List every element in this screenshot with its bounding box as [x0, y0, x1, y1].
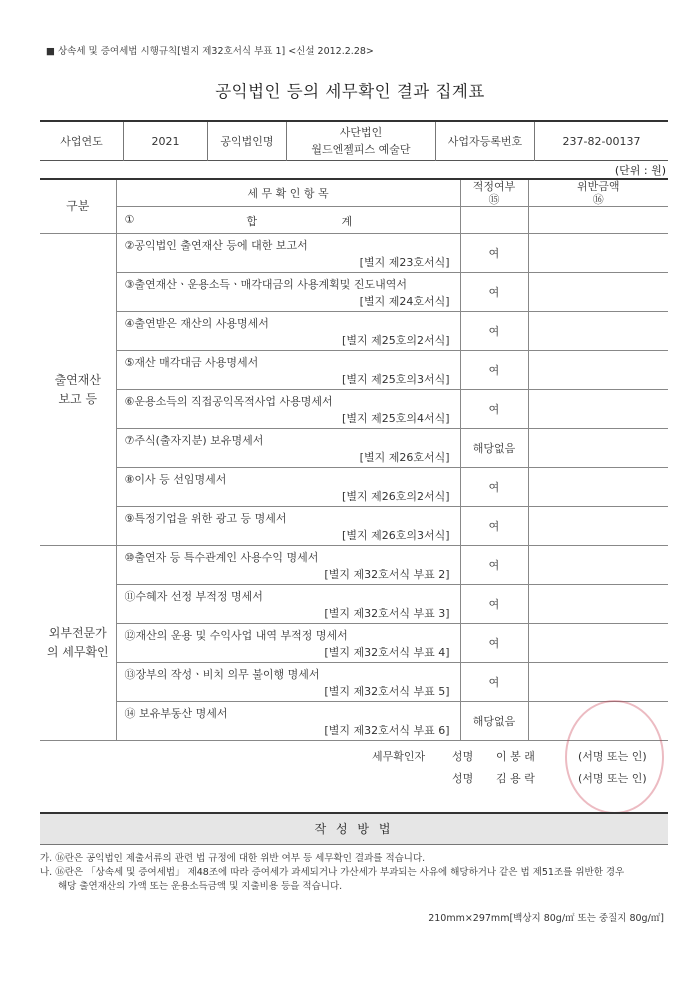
year-label: 사업연도: [60, 135, 103, 148]
item-title: ⑪수혜자 선정 부적정 명세서: [124, 590, 263, 603]
item-check: 여: [460, 624, 528, 663]
item-title: ⑨특정기업을 위한 광고 등 명세서: [124, 512, 287, 525]
item-amount: [528, 546, 668, 585]
item-amount: [528, 351, 668, 390]
item-rows: [40, 234, 668, 741]
signer2-name: 김 용 락: [496, 772, 535, 785]
signer2-name-label: 성명: [452, 772, 474, 785]
item-cell: [116, 234, 460, 273]
item-title: ③출연재산ㆍ운용소득ㆍ매각대금의 사용계획및 진도내역서: [124, 278, 408, 291]
item-form-ref: [별지 제26호의2서식]: [342, 490, 450, 503]
item-cell: [116, 702, 460, 741]
item-check: 여: [460, 468, 528, 507]
item-form-ref: [별지 제25호의4서식]: [342, 412, 450, 425]
table-row: [40, 312, 668, 351]
note-b1: 나. ⑯란은 「상속세 및 증여세법」 제48조에 따라 증여세가 과세되거나 가산세가 부과되는 사유에 해당하거나 같은 법 제51조를 위반한 경우: [40, 867, 625, 878]
item-check: 여: [460, 351, 528, 390]
item-cell: [116, 273, 460, 312]
table-row: [40, 585, 668, 624]
item-check: 해당없음: [460, 429, 528, 468]
item-form-ref: [별지 제32호서식 부표 3]: [324, 607, 450, 620]
item-title: ⑦주식(출자지분) 보유명세서: [124, 434, 264, 447]
regno-label: 사업자등록번호: [436, 121, 535, 161]
signer-role: 세무확인자: [372, 750, 426, 763]
item-amount: [528, 507, 668, 546]
item-title: ⑫재산의 운용 및 수익사업 내역 부적정 명세서: [124, 629, 348, 642]
table-row: [40, 429, 668, 468]
item-check: 해당없음: [460, 702, 528, 741]
item-amount: [528, 429, 668, 468]
item-form-ref: [별지 제32호서식 부표 5]: [324, 685, 450, 698]
table-row: [40, 468, 668, 507]
item-amount: [528, 585, 668, 624]
regno-value: 237-82-00137: [535, 121, 669, 161]
item-form-ref: [별지 제25호의2서식]: [342, 334, 450, 347]
item-amount: [528, 234, 668, 273]
signer2-sign-hint: (서명 또는 인): [578, 772, 647, 785]
item-form-ref: [별지 제32호서식 부표 4]: [324, 646, 450, 659]
signer1-sign-hint: (서명 또는 인): [578, 750, 647, 763]
item-amount: [528, 468, 668, 507]
check-header-num: ⑮: [488, 193, 500, 206]
category-header: 구분: [40, 179, 116, 234]
form-reference: ■ 상속세 및 증여세법 시행규칙[별지 제32호서식 부표 1] <신설 2012.2.28>: [46, 46, 374, 57]
total-check: [460, 207, 528, 234]
table-row: [40, 507, 668, 546]
signer1-name: 이 봉 래: [496, 750, 535, 763]
item-cell: [116, 312, 460, 351]
total-row-label: [116, 207, 460, 234]
item-title: ⑥운용소득의 직접공익목적사업 사용명세서: [124, 395, 333, 408]
year-value: 2021: [124, 121, 208, 161]
item-form-ref: [별지 제26호서식]: [359, 451, 450, 464]
corp-value-line2: 월드엔젤피스 예술단: [311, 143, 411, 156]
item-title: ②공익법인 출연재산 등에 대한 보고서: [124, 239, 308, 252]
item-check: 여: [460, 234, 528, 273]
corp-value-line1: 사단법인: [339, 126, 383, 139]
item-check: 여: [460, 585, 528, 624]
total-char-b: 계: [341, 215, 353, 228]
corp-label: 공익법인명: [208, 121, 287, 161]
note-a: 가. ⑯란은 공익법인 제출서류의 관련 법 규정에 대한 위반 여부 등 세무확인 결과를 적습니다.: [40, 853, 426, 864]
item-form-ref: [별지 제25호의3서식]: [342, 373, 450, 386]
amount-header-num: ⑯: [592, 193, 604, 206]
item-check: 여: [460, 390, 528, 429]
item-check: 여: [460, 312, 528, 351]
table-row: [40, 663, 668, 702]
item-amount: [528, 273, 668, 312]
amount-header-label: 위반금액: [576, 180, 620, 193]
total-char-a: 합: [246, 215, 258, 228]
signer1-name-label: 성명: [452, 750, 474, 763]
item-title: ④출연받은 재산의 사용명세서: [124, 317, 269, 330]
item-form-ref: [별지 제24호서식]: [359, 295, 450, 308]
check-header-label: 적정여부: [472, 180, 516, 193]
category-line2: 보고 등: [58, 391, 98, 406]
table-row: [40, 546, 668, 585]
seal-stamp: [565, 700, 664, 814]
item-cell: [116, 351, 460, 390]
paper-spec: 210mm×297mm[백상지 80g/㎡ 또는 중질지 80g/㎡]: [428, 913, 664, 924]
category-line2: 의 세무확인: [46, 645, 109, 659]
item-amount: [528, 312, 668, 351]
corp-value: [287, 121, 436, 161]
item-title: ⑩출연자 등 특수관계인 사용수익 명세서: [124, 551, 319, 564]
amount-header: [528, 179, 668, 207]
info-table: [40, 120, 668, 161]
item-title: ⑧이사 등 선임명세서: [124, 473, 227, 486]
category-external: [40, 546, 116, 741]
item-form-ref: [별지 제23호서식]: [359, 256, 450, 269]
item-check: 여: [460, 663, 528, 702]
item-title: ⑬장부의 작성ㆍ비치 의무 불이행 명세서: [124, 668, 320, 681]
item-title: ⑭ 보유부동산 명세서: [124, 707, 228, 720]
item-cell: [116, 546, 460, 585]
main-table: [40, 178, 668, 741]
note-b2: 해당 출연재산의 가액 또는 운용소득금액 및 지출비용 등을 적습니다.: [58, 881, 343, 892]
item-form-ref: [별지 제32호서식 부표 6]: [324, 724, 450, 737]
item-cell: [116, 585, 460, 624]
item-cell: [116, 663, 460, 702]
page-title: 공익법인 등의 세무확인 결과 집계표: [215, 82, 485, 101]
items-header: 세 무 확 인 항 목: [116, 179, 460, 207]
item-check: 여: [460, 546, 528, 585]
instructions-header: 작 성 방 법: [40, 812, 668, 845]
table-row: [40, 624, 668, 663]
item-check: 여: [460, 507, 528, 546]
item-form-ref: [별지 제32호서식 부표 2]: [324, 568, 450, 581]
total-number: ①: [124, 213, 135, 226]
table-row: [40, 351, 668, 390]
item-cell: [116, 390, 460, 429]
item-cell: [116, 429, 460, 468]
item-cell: [116, 468, 460, 507]
check-header: [460, 179, 528, 207]
item-form-ref: [별지 제26호의3서식]: [342, 529, 450, 542]
item-amount: [528, 624, 668, 663]
table-row: [40, 234, 668, 273]
item-amount: [528, 663, 668, 702]
table-row: [40, 390, 668, 429]
unit-note: (단위 : 원): [614, 164, 666, 177]
category-report: [40, 234, 116, 546]
category-line1: 외부전문가: [48, 626, 107, 640]
item-cell: [116, 624, 460, 663]
category-line1: 출연재산: [54, 372, 101, 387]
table-row: [40, 273, 668, 312]
total-amount: [528, 207, 668, 234]
item-title: ⑤재산 매각대금 사용명세서: [124, 356, 259, 369]
item-check: 여: [460, 273, 528, 312]
item-amount: [528, 390, 668, 429]
item-cell: [116, 507, 460, 546]
